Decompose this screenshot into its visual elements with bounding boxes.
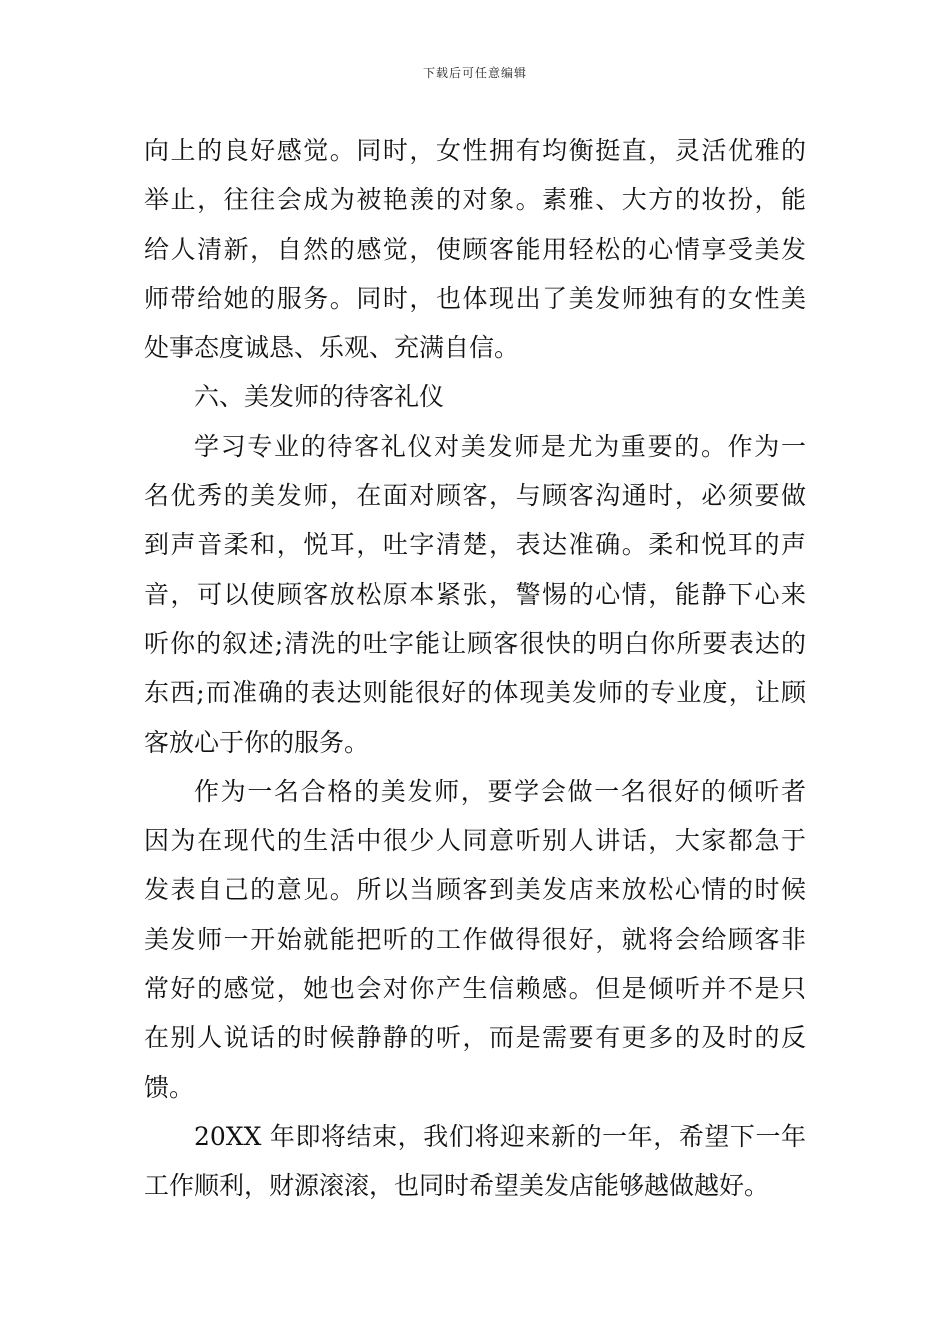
text-line: 听你的叙述;清洗的吐字能让顾客很快的明白你所要表达的: [144, 628, 806, 658]
text-line: 常好的感觉，她也会对你产生信赖感。但是倾听并不是只: [144, 974, 806, 1004]
text-line: 客放心于你的服务。: [144, 727, 370, 757]
text-line: 美发师一开始就能把听的工作做得很好，就将会给顾客非: [144, 924, 806, 954]
text-line: 因为在现代的生活中很少人同意听别人讲话，大家都急于: [144, 826, 806, 856]
text-line: 在别人说话的时候静静的听，而是需要有更多的及时的反: [144, 1023, 806, 1053]
text-line: 名优秀的美发师，在面对顾客，与顾客沟通时，必须要做: [144, 481, 806, 511]
section-heading: 六、美发师的待客礼仪: [194, 382, 445, 412]
text-line: 师带给她的服务。同时，也体现出了美发师独有的女性美: [144, 283, 806, 313]
text-line: 举止，往往会成为被艳羡的对象。素雅、大方的妆扮，能: [144, 185, 806, 215]
text-line: 工作顺利，财源滚滚，也同时希望美发店能够越做越好。: [144, 1171, 770, 1201]
page-header-note: 下载后可任意编辑: [422, 66, 527, 80]
text-line: 东西;而准确的表达则能很好的体现美发师的专业度，让顾: [144, 678, 806, 708]
text-line: 20XX 年即将结束，我们将迎来新的一年，希望下一年: [194, 1121, 806, 1151]
text-line: 馈。: [144, 1072, 195, 1102]
document-body: [144, 126, 806, 1211]
text-line: 到声音柔和，悦耳，吐字清楚，表达准确。柔和悦耳的声: [144, 530, 806, 560]
text-line: 向上的良好感觉。同时，女性拥有均衡挺直，灵活优雅的: [144, 136, 806, 165]
text-line: 音，可以使顾客放松原本紧张，警惕的心情，能静下心来: [144, 579, 806, 609]
text-line: 给人清新，自然的感觉，使顾客能用轻松的心情享受美发: [144, 234, 806, 264]
text-line: 学习专业的待客礼仪对美发师是尤为重要的。作为一: [194, 431, 806, 461]
text-line: 作为一名合格的美发师，要学会做一名很好的倾听者: [194, 776, 806, 806]
text-line: 处事态度诚恳、乐观、充满自信。: [144, 333, 520, 363]
text-line: 发表自己的意见。所以当顾客到美发店来放松心情的时候: [144, 875, 806, 905]
